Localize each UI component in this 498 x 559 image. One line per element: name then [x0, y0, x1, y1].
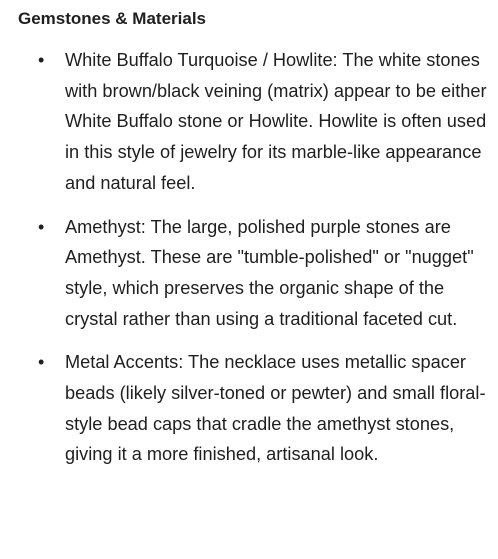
list-item-metal-accents [18, 347, 490, 470]
bullet-icon: • [38, 50, 45, 70]
list-item-turquoise-howlite [18, 45, 490, 199]
list-item-text: Amethyst: The large, polished purple stones are Amethyst. These are "tumble-polished" or "nugget" style, which preserves the organic shape of the crystal rather than using a traditional faceted cut. [65, 216, 474, 329]
bullet-icon: • [38, 352, 45, 373]
list-item-amethyst [18, 212, 490, 335]
section-heading: Gemstones & Materials [18, 9, 207, 28]
list-item-text: Metal Accents: The necklace uses metallic spacer beads (likely silver-toned or pewter) and small floral-style bead caps that cradle the amethyst stones, giving it a more finished, artisanal look. [65, 352, 486, 465]
materials-list [18, 45, 498, 470]
list-item-text: White Buffalo Turquoise / Howlite: The white stones with brown/black veining (matrix) appear to be either White Buffalo stone or Howlite. Howlite is often used in this style of jewelry for its marble-like appearance and natural feel. [65, 50, 487, 193]
bullet-icon: • [38, 216, 45, 237]
